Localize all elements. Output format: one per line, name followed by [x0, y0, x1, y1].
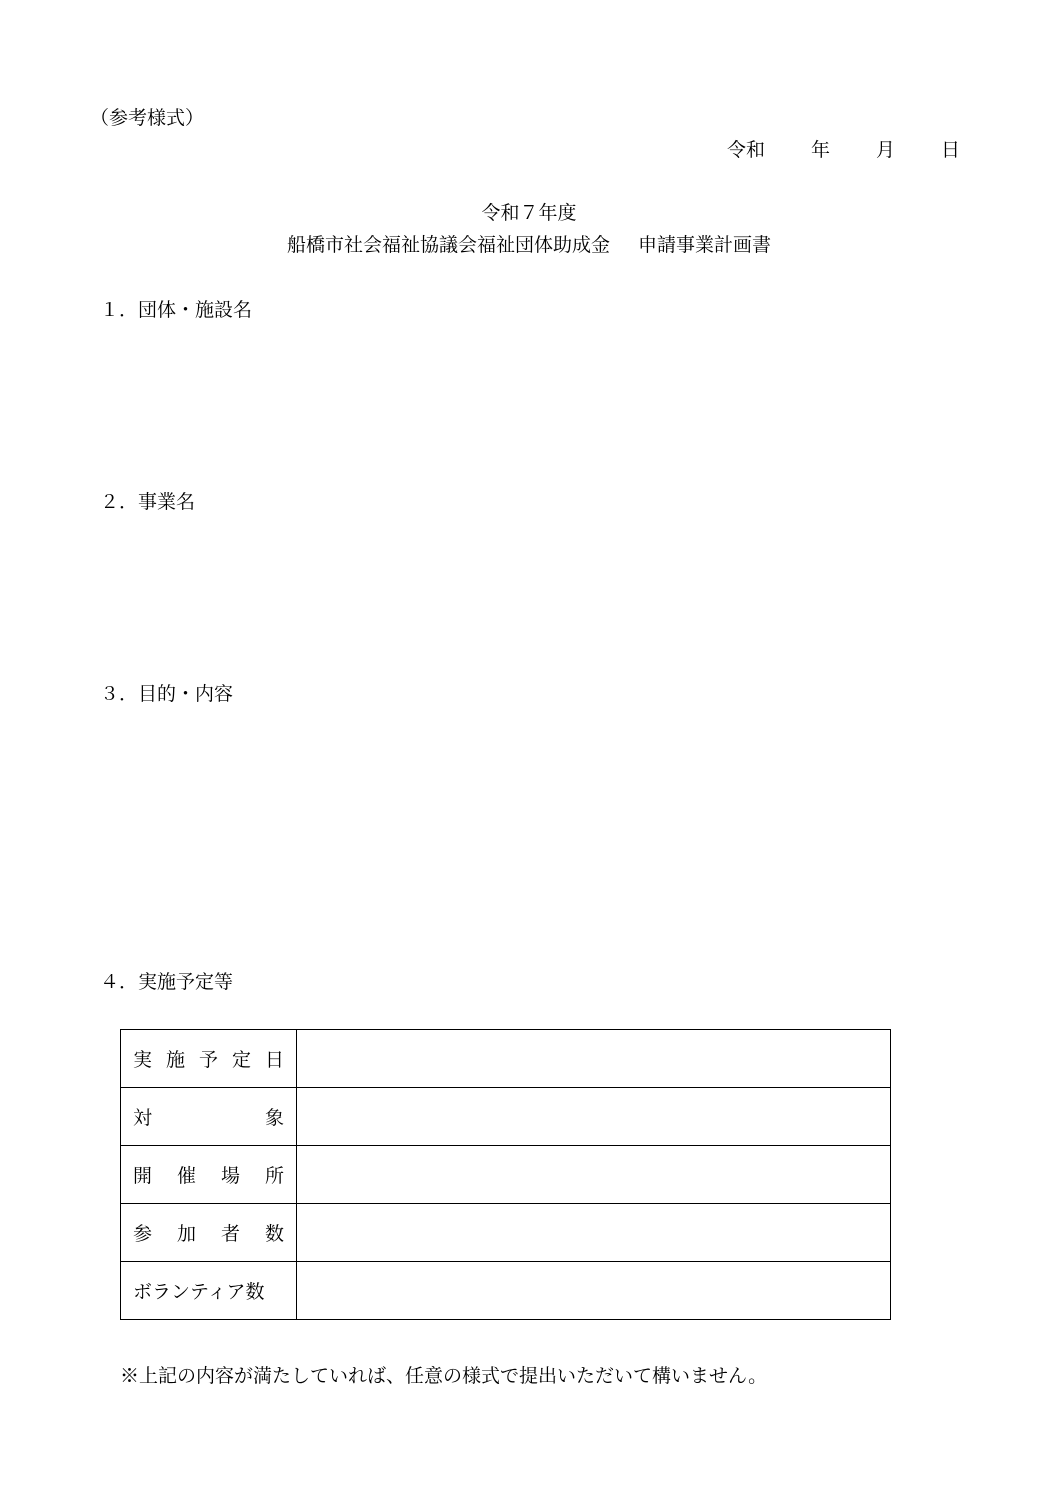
row-label-char: 施 — [165, 1049, 185, 1071]
row-label-char: 参 — [133, 1223, 153, 1245]
reference-format-label: （参考様式） — [90, 107, 205, 129]
row-label-char: 所 — [264, 1165, 284, 1187]
row-label-cell — [121, 1088, 297, 1146]
row-venue — [121, 1146, 891, 1204]
date-line — [727, 138, 960, 162]
date-month: 月 — [876, 139, 896, 161]
row-label-char: 対 — [133, 1107, 153, 1129]
row-volunteers — [121, 1262, 891, 1320]
row-value-field[interactable] — [297, 1088, 891, 1146]
row-label-cell — [121, 1262, 297, 1320]
row-label-char: 数 — [264, 1223, 284, 1245]
row-label — [133, 1219, 284, 1246]
row-value-field[interactable] — [297, 1204, 891, 1262]
row-label-char: 実 — [133, 1049, 153, 1071]
row-label-char: 催 — [176, 1165, 196, 1187]
row-label-char: 日 — [264, 1049, 284, 1071]
date-year: 年 — [811, 139, 831, 161]
row-value-field[interactable] — [297, 1146, 891, 1204]
row-label-char: 場 — [220, 1165, 240, 1187]
fiscal-year-title: 令和７年度 — [481, 202, 577, 224]
row-label — [133, 1277, 284, 1304]
footnote: ※上記の内容が満たしていれば、任意の様式で提出いただいて構いません。 — [120, 1365, 768, 1387]
row-label — [133, 1103, 284, 1130]
implementation-plan-table — [120, 1029, 891, 1320]
row-label-char: 予 — [198, 1049, 218, 1071]
row-participants — [121, 1204, 891, 1262]
section-project-name: ２．事業名 — [100, 491, 196, 513]
row-target — [121, 1088, 891, 1146]
document-title — [0, 233, 1058, 257]
date-era: 令和 — [727, 139, 766, 161]
row-label — [133, 1161, 284, 1188]
date-day: 日 — [941, 139, 961, 161]
row-label — [133, 1045, 284, 1072]
row-value-field[interactable] — [297, 1262, 891, 1320]
row-label-char: 加 — [176, 1223, 196, 1245]
row-label-char: 定 — [231, 1049, 251, 1071]
section-implementation-plan: ４．実施予定等 — [100, 971, 234, 993]
row-scheduled-date — [121, 1030, 891, 1088]
row-label-char: ボランティア数 — [133, 1281, 265, 1303]
row-label-char: 者 — [220, 1223, 240, 1245]
document-title-right: 申請事業計画書 — [638, 234, 772, 256]
document-title-left: 船橋市社会福祉協議会福祉団体助成金 — [286, 234, 610, 256]
row-label-cell — [121, 1030, 297, 1088]
section-purpose-content: ３．目的・内容 — [100, 683, 234, 705]
row-label-char: 象 — [264, 1107, 284, 1129]
section-organization-name: １．団体・施設名 — [100, 299, 253, 321]
row-label-cell — [121, 1146, 297, 1204]
row-label-char: 開 — [133, 1165, 153, 1187]
row-label-cell — [121, 1204, 297, 1262]
row-value-field[interactable] — [297, 1030, 891, 1088]
